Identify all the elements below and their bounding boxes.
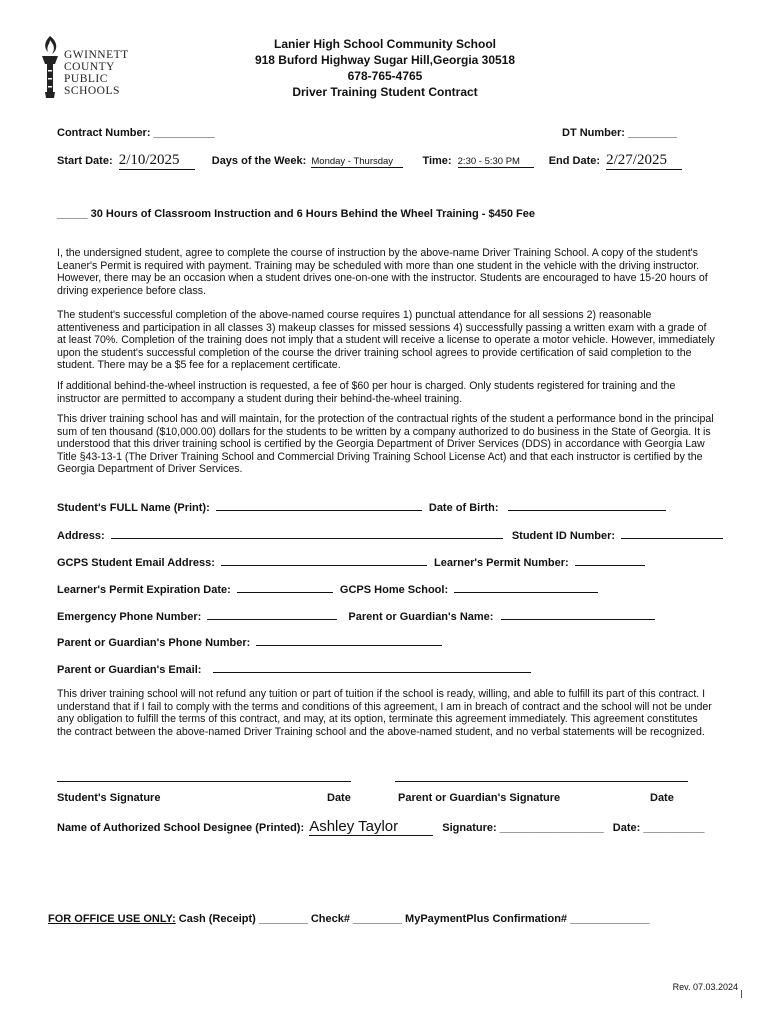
paragraph-requirements: The student's successful completion of the above-named course requires 1) punctual attendance for all sessions 2) reasonable attentiveness and participation in all classes 3) makeup classes for missed sessions 4) successfully passing a written exam with a grade of at least 70%. Completion of the training does not imply that a student will receive a license to operate a motor vehicle. However, immediately upon the student's successful completion of the course the driver training school agrees to provide certification of said completion to the student. There may be a $5 fee for a replacement certificate. — [57, 309, 715, 372]
office-use-fields[interactable]: Cash (Receipt) ________ Check# ________ MyPaymentPlus Confirmation# _____________ — [178, 913, 650, 925]
student-name-field[interactable] — [216, 499, 422, 511]
school-address: 918 Buford Highway Sugar Hill,Georgia 30518 — [254, 53, 516, 67]
emergency-phone-label: Emergency Phone Number: — [57, 611, 202, 623]
dob-field[interactable] — [508, 499, 666, 511]
logo-line-4: SCHOOLS — [64, 85, 120, 97]
designee-label: Name of Authorized School Designee (Printed): — [57, 822, 305, 834]
emergency-phone-field[interactable] — [207, 608, 337, 620]
office-use-label: FOR OFFICE USE ONLY: — [48, 913, 176, 925]
guardian-signature-line[interactable] — [395, 781, 688, 782]
logo-line-3: PUBLIC — [64, 73, 108, 85]
designee-date-field[interactable]: Date: __________ — [612, 822, 705, 834]
guardian-name-label: Parent or Guardian's Name: — [348, 611, 494, 623]
designee-signature-field[interactable]: Signature: _________________ — [442, 822, 604, 834]
dt-number-field[interactable]: DT Number: ________ — [562, 127, 677, 139]
student-name-row — [57, 499, 666, 514]
paragraph-bond: This driver training school has and will maintain, for the protection of the contractual rights of the student a performance bond in the principal sum of ten thousand ($10,000.00) dollars for the students to be written by a company authorized to do business in the State of Georgia. It is understood that this driver training school is certified by the Georgia Department of Driver Services (DDS) in accordance with Georgia Law Title §43-13-1 (The Driver Training School and Commercial Driving Training School License Act) and that each instructor is certified by the Georgia Department of Driver Services. — [57, 413, 714, 476]
permit-number-field[interactable] — [575, 554, 645, 566]
time-value: 2:30 - 5:30 PM — [457, 156, 520, 167]
logo-line-1: GWINNETT — [64, 49, 129, 61]
paragraph-refund: This driver training school will not refund any tuition or part of tuition if the school is ready, willing, and able to fulfill its part of this contract. I understand that if I fail to comply with the terms and conditions of this agreement, I am in breach of contract and the school will not be under any obligation to fulfill the terms of this contract, and may, at its option, terminate this agreement immediately. This agreement constitutes the contract between the above-named Driver Training school and the above-named student, and no verbal statements will be recognized. — [57, 688, 712, 738]
document-title: Driver Training Student Contract — [292, 85, 478, 99]
end-date-field[interactable] — [606, 152, 682, 170]
student-id-field[interactable] — [621, 527, 723, 539]
start-date-value: 2/10/2025 — [118, 152, 180, 168]
guardian-signature-label: Parent or Guardian's Signature — [398, 792, 561, 804]
guardian-name-field[interactable] — [501, 608, 655, 620]
document-header — [200, 36, 570, 100]
time-field[interactable] — [458, 156, 534, 168]
paragraph-agreement: I, the undersigned student, agree to complete the course of instruction by the above-name Driver Training School. A copy of the student's Leaner's Permit is required with payment. Training may be scheduled with more than one student in the vehicle with the driving instructor. However, there may be an occasion when a student drives one-on-one with the instructor. Students are encouraged to have 15-20 hours of driving experience before class. — [57, 247, 708, 297]
permit-exp-field[interactable] — [237, 581, 333, 593]
emergency-row — [57, 608, 655, 623]
guardian-email-label: Parent or Guardian's Email: — [57, 664, 202, 676]
email-row — [57, 554, 645, 569]
address-field[interactable] — [111, 527, 503, 539]
designee-row — [57, 818, 705, 836]
home-school-field[interactable] — [454, 581, 598, 593]
start-date-field[interactable] — [119, 152, 195, 170]
permit-exp-label: Learner's Permit Expiration Date: — [57, 584, 231, 596]
student-id-label: Student ID Number: — [511, 530, 616, 542]
student-signature-label: Student's Signature — [57, 792, 161, 804]
guardian-email-row — [57, 661, 531, 676]
dob-label: Date of Birth: — [428, 502, 499, 514]
email-field[interactable] — [221, 554, 427, 566]
permit-exp-row — [57, 581, 598, 596]
schedule-row — [57, 152, 682, 170]
email-label: GCPS Student Email Address: — [57, 557, 215, 569]
logo-line-2: COUNTY — [64, 61, 115, 73]
guardian-email-field[interactable] — [213, 661, 531, 673]
guardian-phone-label: Parent or Guardian's Phone Number: — [57, 637, 251, 649]
office-use-row — [48, 913, 650, 925]
contract-number-field[interactable]: Contract Number: __________ — [57, 127, 215, 139]
guardian-phone-row — [57, 634, 442, 649]
student-date-label: Date — [327, 792, 351, 804]
page-corner-mark — [741, 990, 742, 998]
logo-wordmark — [64, 49, 129, 97]
end-date-label: End Date: — [548, 155, 601, 167]
home-school-label: GCPS Home School: — [339, 584, 449, 596]
torch-icon — [36, 34, 64, 100]
paragraph-additional-instruction: If additional behind-the-wheel instruction is requested, a fee of $60 per hour is charged. Only students registered for training and the instructor are permitted to accompany a student during their behind-the-wheel training. — [57, 380, 676, 405]
address-row — [57, 527, 723, 542]
days-label: Days of the Week: — [211, 155, 307, 167]
school-phone: 678-765-4765 — [347, 69, 423, 83]
designee-value: Ashley Taylor — [309, 818, 399, 835]
address-label: Address: — [57, 530, 105, 542]
start-date-label: Start Date: — [57, 155, 113, 167]
end-date-value: 2/27/2025 — [606, 152, 667, 168]
guardian-date-label: Date — [650, 792, 674, 804]
student-signature-line[interactable] — [57, 781, 351, 782]
days-value: Monday - Thursday — [311, 156, 394, 167]
designee-field[interactable] — [309, 818, 433, 836]
school-name: Lanier High School Community School — [273, 37, 496, 51]
days-field[interactable] — [311, 156, 403, 168]
course-option[interactable]: _____ 30 Hours of Classroom Instruction and 6 Hours Behind the Wheel Training - $450 Fee — [57, 208, 536, 220]
student-name-label: Student's FULL Name (Print): — [57, 502, 210, 514]
revision-label: Rev. 07.03.2024 — [672, 982, 738, 992]
time-label: Time: — [422, 155, 452, 167]
guardian-phone-field[interactable] — [256, 634, 442, 646]
permit-number-label: Learner's Permit Number: — [434, 557, 569, 569]
